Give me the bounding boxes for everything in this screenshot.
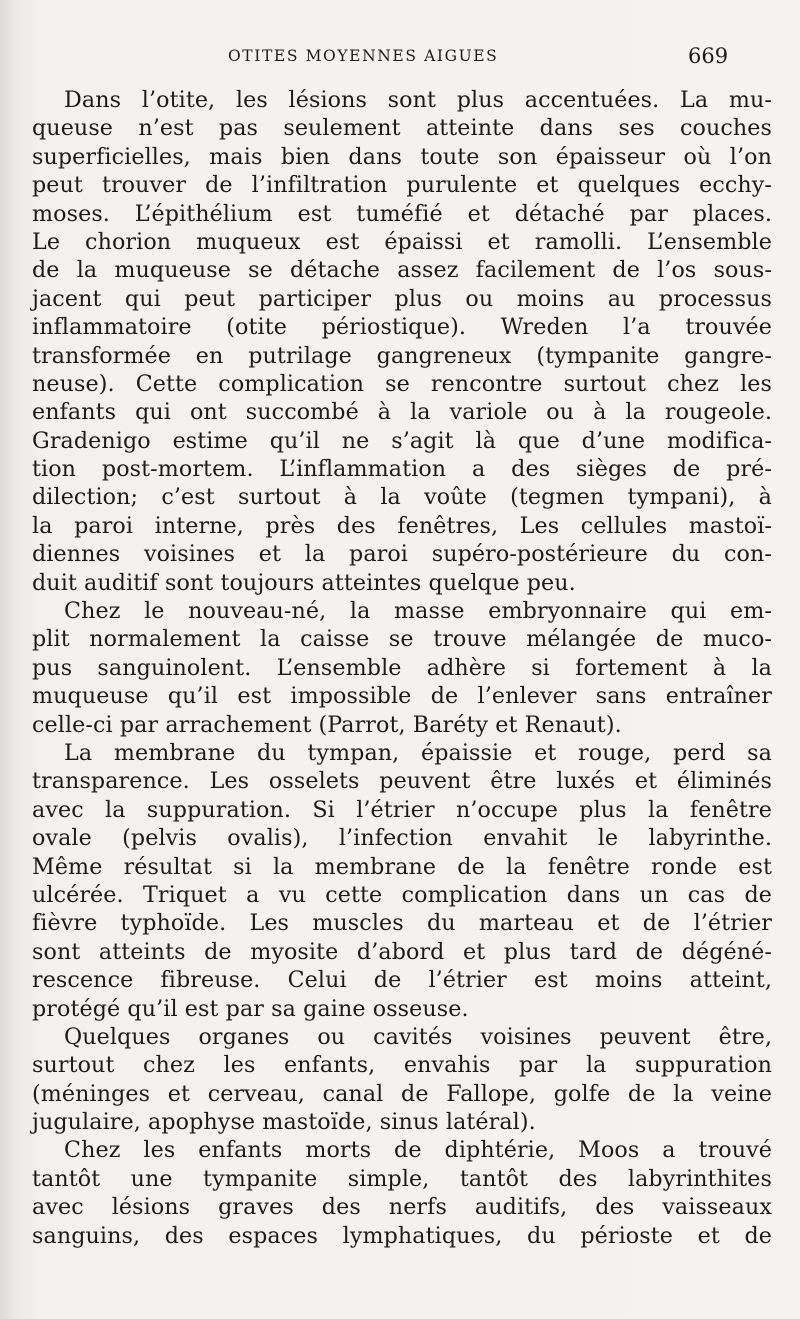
text-line: ovale (pelvis ovalis), l’infection envahit le labyrinthe.: [32, 825, 772, 852]
body-text: [32, 86, 772, 1250]
text-line: avec lésions graves des nerfs auditifs, des vaisseaux: [32, 1194, 772, 1221]
text-line: transformée en putrilage gangreneux (tympanite gangre-: [32, 342, 772, 369]
text-line: inflammatoire (otite périostique). Wreden l’a trouvée: [32, 314, 772, 341]
text-line: plit normalement la caisse se trouve mélangée de muco-: [32, 626, 772, 653]
text-line: protégé qu’il est par sa gaine osseuse.: [32, 995, 469, 1022]
text-line: duit auditif sont toujours atteintes quelque peu.: [32, 569, 576, 596]
text-line: fièvre typhoïde. Les muscles du marteau et de l’étrier: [32, 910, 772, 937]
text-line: Chez le nouveau-né, la masse embryonnaire qui em-: [64, 598, 772, 625]
text-line: Gradenigo estime qu’il ne s’agit là que d’une modifica-: [32, 427, 772, 454]
text-line: celle-ci par arrachement (Parrot, Baréty et Renaut).: [32, 711, 622, 738]
page-number: 669: [688, 44, 729, 68]
text-line: jugulaire, apophyse mastoïde, sinus latéral).: [32, 1109, 536, 1136]
text-line: transparence. Les osselets peuvent être luxés et éliminés: [32, 768, 772, 795]
text-line: La membrane du tympan, épaissie et rouge, perd sa: [64, 739, 772, 766]
running-title: OTITES MOYENNES AIGUES: [228, 47, 499, 65]
text-line: avec la suppuration. Si l’étrier n’occupe plus la fenêtre: [32, 796, 772, 823]
text-line: sont atteints de myosite d’abord et plus tard de dégéné-: [32, 938, 772, 965]
page-header: [0, 44, 800, 74]
text-line: ulcérée. Triquet a vu cette complication dans un cas de: [32, 881, 772, 908]
text-line: Quelques organes ou cavités voisines peuvent être,: [64, 1023, 772, 1050]
text-line: pus sanguinolent. L’ensemble adhère si fortement à la: [32, 654, 772, 681]
text-line: sanguins, des espaces lymphatiques, du périoste et de: [32, 1222, 772, 1249]
text-line: tantôt une tympanite simple, tantôt des labyrinthites: [32, 1165, 772, 1192]
text-line: tion post-mortem. L’inflammation a des sièges de pré-: [32, 456, 772, 483]
text-line: la paroi interne, près des fenêtres, Les cellules mastoï-: [32, 512, 772, 539]
text-line: queuse n’est pas seulement atteinte dans ses couches: [32, 115, 772, 142]
text-line: Dans l’otite, les lésions sont plus accentuées. La mu-: [64, 87, 772, 113]
text-line: diennes voisines et la paroi supéro-postérieure du con-: [32, 541, 772, 568]
text-line: enfants qui ont succombé à la variole ou à la rougeole.: [32, 399, 772, 426]
text-line: neuse). Cette complication se rencontre surtout chez les: [32, 370, 772, 397]
text-line: Le chorion muqueux est épaissi et ramolli. L’ensemble: [32, 228, 772, 255]
text-line: moses. L’épithélium est tuméfié et détaché par places.: [32, 200, 772, 227]
text-line: rescence fibreuse. Celui de l’étrier est moins atteint,: [32, 967, 772, 994]
text-line: dilection; c’est surtout à la voûte (tegmen tympani), à: [32, 484, 772, 511]
text-line: muqueuse qu’il est impossible de l’enlever sans entraîner: [32, 683, 772, 710]
text-line: superficielles, mais bien dans toute son épaisseur où l’on: [32, 143, 772, 170]
text-line: jacent qui peut participer plus ou moins au processus: [32, 285, 772, 312]
text-line: (méninges et cerveau, canal de Fallope, golfe de la veine: [32, 1080, 772, 1107]
text-line: peut trouver de l’infiltration purulente et quelques ecchy-: [32, 172, 772, 199]
text-line: Même résultat si la membrane de la fenêtre ronde est: [32, 853, 772, 880]
text-line: Chez les enfants morts de diphtérie, Moos a trouvé: [64, 1137, 772, 1164]
text-line: surtout chez les enfants, envahis par la suppuration: [32, 1052, 772, 1079]
text-line: de la muqueuse se détache assez facilement de l’os sous-: [32, 257, 772, 284]
